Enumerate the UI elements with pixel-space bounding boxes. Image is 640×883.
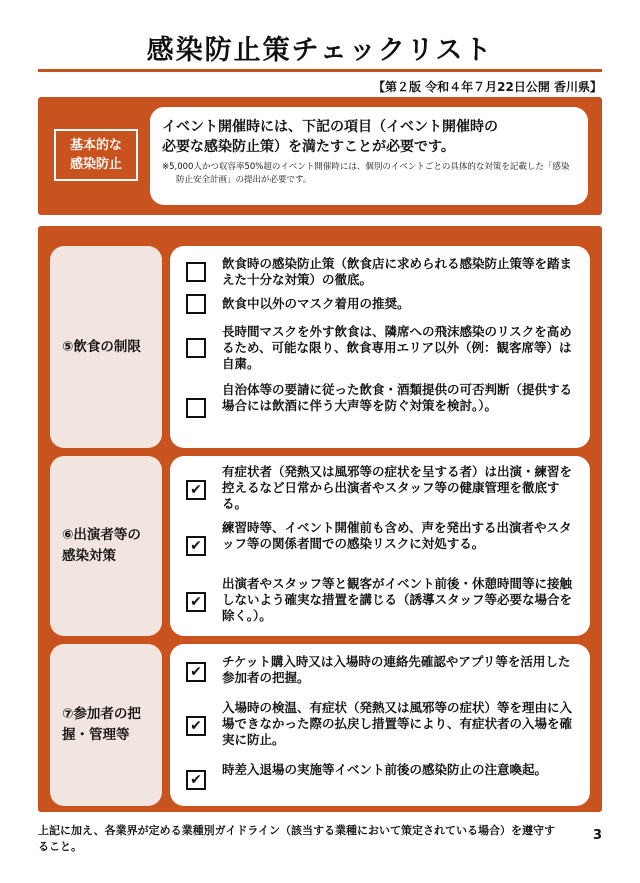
checkbox[interactable] <box>186 262 206 282</box>
title-underline <box>38 69 602 72</box>
intro-line2: 必要な感染防止策）を満たすことが必要です。 <box>162 139 455 155</box>
checkbox[interactable] <box>186 398 206 418</box>
section-card <box>170 456 590 636</box>
checkbox[interactable]: ✔ <box>186 592 206 612</box>
item-text: 出演者やスタッフ等と観客がイベント前後・休憩時間等に接触しないよう確実な措置を講じる（誘導スタッフ等必要な場合を除く。）。 <box>222 576 573 623</box>
item-text: チケット購入時又は入場時の連絡先確認やアプリ等を活用した参加者の把握。 <box>222 654 571 685</box>
basic-label-line1: 基本的な <box>69 138 122 153</box>
page-title: 感染防止策チェックリスト <box>146 35 494 66</box>
basic-prevention-label <box>54 129 138 181</box>
basic-prevention-panel <box>38 97 602 215</box>
checkbox[interactable] <box>186 294 206 314</box>
footer-note: 上記に加え、各業界が定める業種別ガイドライン（該当する業種において策定されている場合）を遵守すること。 <box>38 824 555 853</box>
section-label: ⑥出演者等の感染対策 <box>50 456 162 636</box>
item-text: 練習時等、イベント開催前も含め、声を発出する出演者やスタッフ等の関係者間での感染リスクに対処する。 <box>222 520 572 551</box>
section-label: ⑤飲食の制限 <box>50 246 162 448</box>
checkbox[interactable]: ✔ <box>186 770 206 790</box>
item-text: 飲食中以外のマスク着用の推奨。 <box>222 296 410 311</box>
page-number: 3 <box>592 828 602 843</box>
checklist-panel <box>38 226 602 812</box>
intro-note: ※5,000人かつ収容率50%超のイベント開催時には、個別のイベントごとの具体的な対策を記載した「感染防止安全計画」の提出が必要です。 <box>162 162 570 185</box>
intro-text <box>162 117 576 157</box>
checkbox[interactable]: ✔ <box>186 716 206 736</box>
item-text: 入場時の検温、有症状（発熱又は風邪等の症状）等を理由に入場できなかった際の払戻し措置等により、有症状者の入場を確実に防止。 <box>222 700 573 747</box>
checkbox[interactable]: ✔ <box>186 536 206 556</box>
checkbox[interactable]: ✔ <box>186 480 206 500</box>
basic-label-line2: 感染防止 <box>69 157 122 172</box>
edition-info: 【第２版 令和４年７月22日公開 香川県】 <box>372 80 602 94</box>
section-participants <box>50 644 590 806</box>
section-food <box>50 246 590 448</box>
item-text: 飲食時の感染防止策（飲食店に求められる感染防止策等を踏まえた十分な対策）の徹底。 <box>222 256 573 287</box>
section-card <box>170 246 590 448</box>
section-card <box>170 644 590 806</box>
item-text: 長時間マスクを外す飲食は、隣席への飛沫感染のリスクを高めるため、可能な限り、飲食専用エリア以外（例：観客席等）は自粛。 <box>222 324 572 371</box>
item-text: 自治体等の要請に従った飲食・酒類提供の可否判断（提供する場合には飲酒に伴う大声等を防ぐ対策を検討。）。 <box>222 382 573 413</box>
intro-card <box>150 107 588 205</box>
checkbox[interactable]: ✔ <box>186 662 206 682</box>
item-text: 有症状者（発熱又は風邪等の症状を呈する者）は出演・練習を控えるなど日常から出演者やスタッフ等の健康管理を徹底する。 <box>222 464 573 511</box>
section-performers <box>50 456 590 636</box>
item-text: 時差入退場の実施等イベント前後の感染防止の注意喚起。 <box>222 762 548 777</box>
intro-line1: イベント開催時には、下記の項目（イベント開催時の <box>162 119 498 135</box>
checkbox[interactable] <box>186 338 206 358</box>
section-label: ⑦参加者の把握・管理等 <box>50 644 162 806</box>
